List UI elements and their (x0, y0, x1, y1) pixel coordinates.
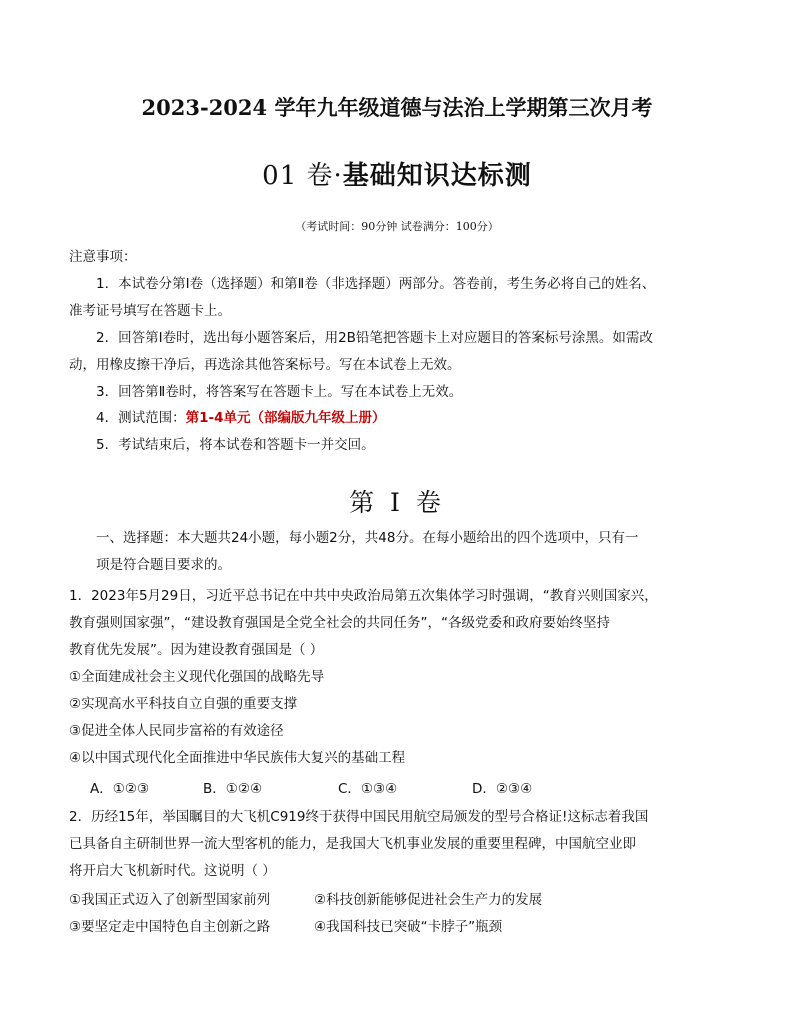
q2-statement-1: ①我国正式迈入了创新型国家前列 (69, 892, 271, 908)
q1-option-c: C．①③④ (338, 781, 398, 797)
note-1-line-2: 准考证号填写在答题卡上。 (69, 303, 231, 319)
note-2-line-2: 动，用橡皮擦干净后，再选涂其他答案标号。写在本试卷上无效。 (69, 357, 461, 373)
subtitle-prefix: 01 卷· (262, 161, 343, 191)
q1-stem-line-1: 1．2023年5月29日，习近平总书记在中共中央政治局第五次集体学习时强调，“教育兴则国家兴， (69, 588, 658, 604)
q2-stem-line-3: 将开启大飞机新时代。这说明（ ） (69, 863, 276, 879)
q2-statement-4: ④我国科技已突破“卡脖子”瓶颈 (314, 919, 503, 935)
note-3: 3．回答第Ⅱ卷时，将答案写在答题卡上。写在本试卷上无效。 (96, 384, 463, 400)
exam-info: （考试时间：90分钟 试卷满分：100分） (295, 220, 499, 233)
note-4 (96, 406, 385, 426)
note-5: 5．考试结束后，将本试卷和答题卡一并交回。 (96, 437, 375, 453)
q1-statement-2: ②实现高水平科技自立自强的重要支撑 (69, 696, 298, 712)
test-range: 第1-4单元（部编版九年级上册） (185, 410, 386, 426)
q1-statement-1: ①全面建成社会主义现代化强国的战略先导 (69, 669, 325, 685)
section-intro-line-2: 项是符合题目要求的。 (96, 557, 231, 573)
q1-statement-3: ③促进全体人民同步富裕的有效途径 (69, 723, 284, 739)
notes-heading: 注意事项： (69, 249, 137, 265)
q1-option-d: D．②③④ (472, 781, 533, 797)
q1-option-a: A．①②③ (90, 781, 150, 797)
q2-stem-line-1: 2．历经15年，举国瞩目的大飞机C919终于获得中国民用航空局颁发的型号合格证!这标志着我国 (69, 809, 649, 825)
q1-statement-4: ④以中国式现代化全面推进中华民族伟大复兴的基础工程 (69, 750, 406, 766)
q2-statement-2: ②科技创新能够促进社会生产力的发展 (314, 892, 543, 908)
section-title: 第 I 卷 (349, 488, 445, 517)
q1-stem-line-3: 教育优先发展”。因为建设教育强国是（ ） (69, 642, 324, 658)
section-intro-line-1: 一、选择题：本大题共24小题，每小题2分，共48分。在每小题给出的四个选项中，只有一 (96, 530, 639, 546)
q2-statement-3: ③要坚定走中国特色自主创新之路 (69, 919, 271, 935)
note-1-line-1: 1．本试卷分第Ⅰ卷（选择题）和第Ⅱ卷（非选择题）两部分。答卷前，考生务必将自己的姓名、 (96, 276, 656, 292)
exam-title: 2023-2024 学年九年级道德与法治上学期第三次月考 (141, 95, 653, 120)
q2-stem-line-2: 已具备自主研制世界一流大型客机的能力，是我国大飞机事业发展的重要里程碑，中国航空业即 (69, 836, 636, 852)
q1-option-b: B．①②④ (203, 781, 263, 797)
q1-stem-line-2: 教育强则国家强”，“建设教育强国是全党全社会的共同任务”，“各级党委和政府要始终坚持 (69, 615, 610, 631)
exam-subtitle (0, 155, 794, 192)
note-4-prefix: 4．测试范围： (96, 410, 186, 426)
subtitle-main: 基础知识达标测 (342, 161, 532, 191)
note-2-line-1: 2．回答第Ⅰ卷时，选出每小题答案后，用2B铅笔把答题卡上对应题目的答案标号涂黑。如需改 (96, 330, 653, 346)
